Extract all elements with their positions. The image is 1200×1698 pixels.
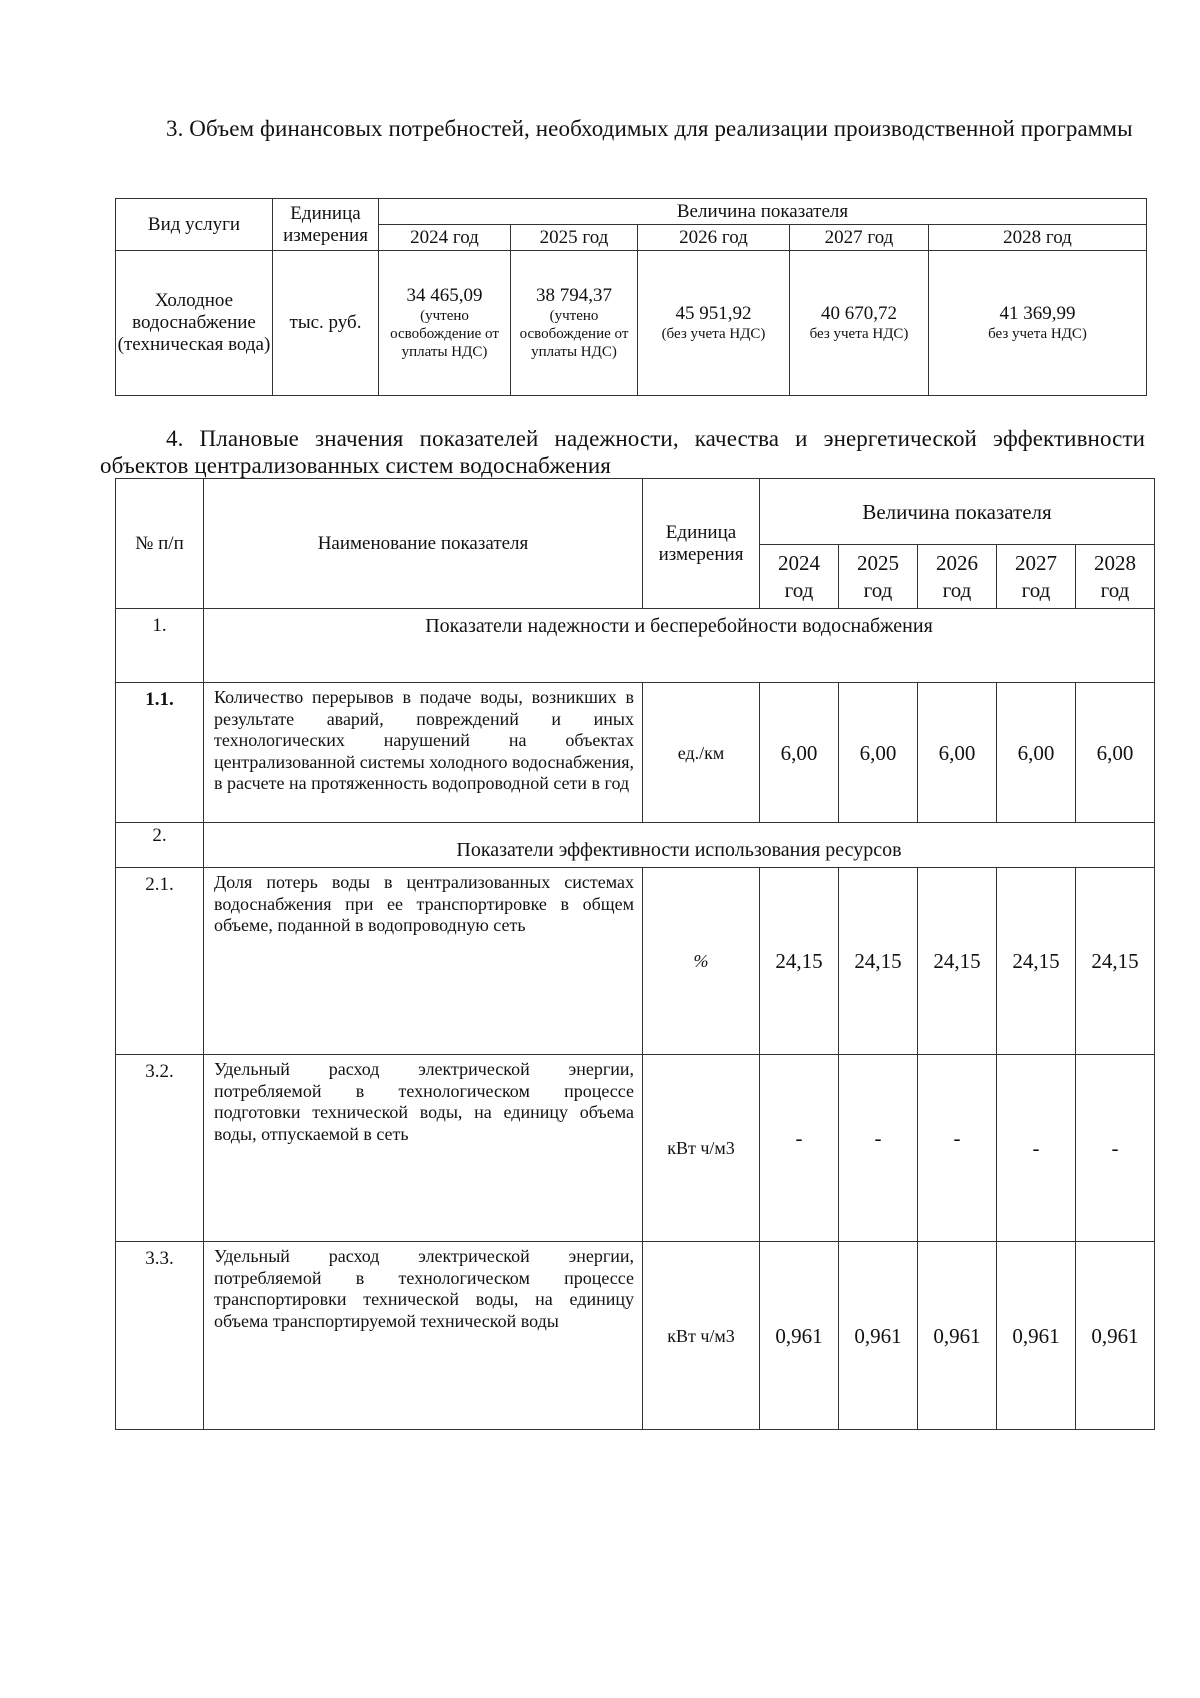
- amount: 40 670,72: [821, 303, 897, 324]
- row-num: 2.1.: [116, 868, 204, 1055]
- col-service-header: Вид услуги: [116, 199, 273, 251]
- indicator-value: 0,961: [760, 1242, 839, 1430]
- col-value-header: Величина показателя: [760, 479, 1155, 545]
- indicator-value: 0,961: [839, 1242, 918, 1430]
- year-header: 2028 год: [929, 225, 1147, 251]
- amount-note: (учтено освобождение от уплаты НДС): [390, 308, 499, 360]
- group-num: 1.: [116, 609, 204, 683]
- indicator-value: -: [918, 1055, 997, 1242]
- indicator-name: Доля потерь воды в централизованных системах водоснабжения при ее транспортировке в общем объеме, поданной в водопроводную сеть: [204, 868, 643, 1055]
- indicator-value: 0,961: [997, 1242, 1076, 1430]
- year-header: 2024 год: [379, 225, 511, 251]
- row-num: 3.3.: [116, 1242, 204, 1430]
- indicator-value: -: [839, 1055, 918, 1242]
- indicator-value: -: [997, 1055, 1076, 1242]
- amount-note: без учета НДС): [809, 326, 909, 342]
- indicator-name: Удельный расход электрической энергии, потребляемой в технологическом процессе транспортировки технической воды, на единицу объема транспортируемой технической воды: [204, 1242, 643, 1430]
- indicator-value: 24,15: [839, 868, 918, 1055]
- year-header: 2027 год: [997, 545, 1076, 609]
- group-num: 2.: [116, 823, 204, 868]
- group-title: Показатели эффективности использования ресурсов: [204, 823, 1155, 868]
- value-cell: [638, 251, 790, 396]
- indicator-value: 6,00: [918, 683, 997, 823]
- indicator-unit: кВт ч/м3: [643, 1242, 760, 1430]
- group-title: Показатели надежности и бесперебойности водоснабжения: [204, 609, 1155, 683]
- service-unit: тыс. руб.: [273, 251, 379, 396]
- indicator-name: Удельный расход электрической энергии, потребляемой в технологическом процессе подготовки технической воды, на единицу объема воды, отпускаемой в сеть: [204, 1055, 643, 1242]
- indicator-value: 24,15: [918, 868, 997, 1055]
- indicator-value: 24,15: [997, 868, 1076, 1055]
- year-header: 2025 год: [511, 225, 638, 251]
- col-unit-header: Единица измерения: [273, 199, 379, 251]
- amount: 41 369,99: [999, 303, 1076, 324]
- indicators-table: [115, 478, 1155, 1430]
- row-num: 3.2.: [116, 1055, 204, 1242]
- value-cell: [790, 251, 929, 396]
- indicator-value: 24,15: [1076, 868, 1155, 1055]
- indicator-unit: ед./км: [643, 683, 760, 823]
- col-value-header: Величина показателя: [379, 199, 1147, 225]
- amount: 38 794,37: [536, 285, 612, 306]
- value-cell: [929, 251, 1147, 396]
- section3-heading: 3. Объем финансовых потребностей, необходимых для реализации производственной программы: [166, 116, 1133, 141]
- indicator-value: -: [760, 1055, 839, 1242]
- year-header: 2026 год: [638, 225, 790, 251]
- year-header: 2025 год: [839, 545, 918, 609]
- service-name: Холодное водоснабжение (техническая вода): [116, 251, 273, 396]
- indicator-value: 0,961: [918, 1242, 997, 1430]
- year-header: 2028 год: [1076, 545, 1155, 609]
- year-header: 2026 год: [918, 545, 997, 609]
- indicator-value: 24,15: [760, 868, 839, 1055]
- value-cell: [379, 251, 511, 396]
- indicator-value: 0,961: [1076, 1242, 1155, 1430]
- col-unit-header: Единица измерения: [643, 479, 760, 609]
- amount: 45 951,92: [675, 303, 752, 324]
- section4-heading: 4. Плановые значения показателей надежности, качества и энергетической эффективности объектов централизованных систем водоснабжения: [100, 426, 1145, 478]
- year-header: 2027 год: [790, 225, 929, 251]
- indicator-value: 6,00: [1076, 683, 1155, 823]
- indicator-unit: кВт ч/м3: [643, 1055, 760, 1242]
- col-num-header: № п/п: [116, 479, 204, 609]
- indicator-value: 6,00: [997, 683, 1076, 823]
- value-cell: [511, 251, 638, 396]
- indicator-value: -: [1076, 1055, 1155, 1242]
- row-num: 1.1.: [116, 683, 204, 823]
- financial-needs-table: [115, 198, 1147, 396]
- amount-note: (учтено освобождение от уплаты НДС): [519, 308, 629, 360]
- indicator-unit: %: [643, 868, 760, 1055]
- amount-note: (без учета НДС): [661, 326, 766, 342]
- indicator-value: 6,00: [839, 683, 918, 823]
- amount: 34 465,09: [406, 285, 483, 306]
- amount-note: без учета НДС): [988, 326, 1087, 342]
- col-name-header: Наименование показателя: [204, 479, 643, 609]
- indicator-name: Количество перерывов в подаче воды, возникших в результате аварий, повреждений и иных технологических нарушений на объектах централизованной системы холодного водоснабжения, в расчете на протяженность водопроводной сети в год: [204, 683, 643, 823]
- indicator-value: 6,00: [760, 683, 839, 823]
- year-header: 2024 год: [760, 545, 839, 609]
